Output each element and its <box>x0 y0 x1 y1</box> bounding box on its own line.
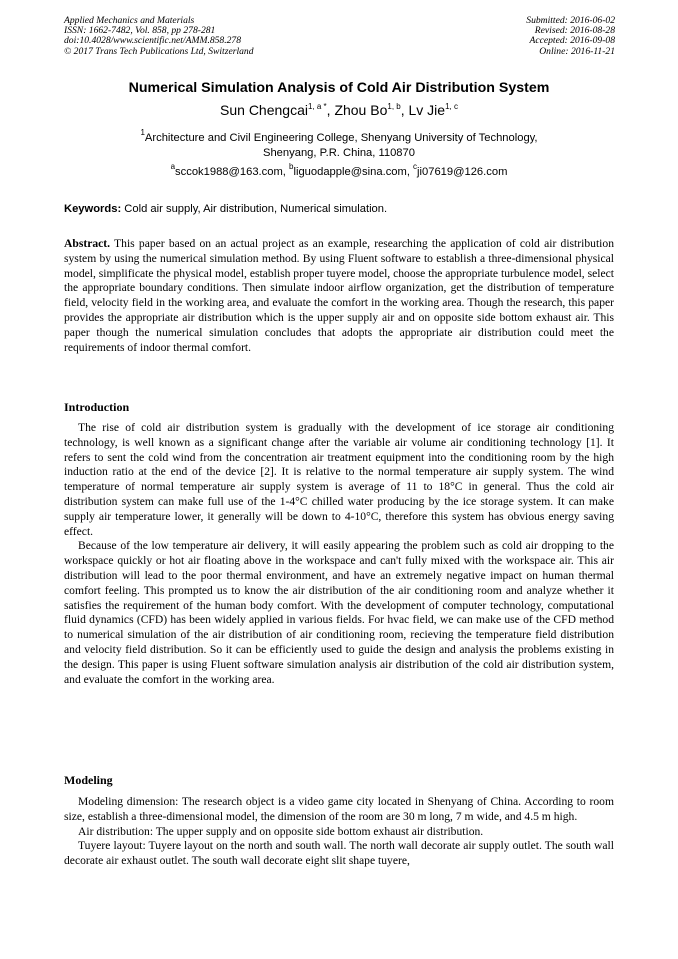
author-superscript: 1, b <box>387 102 401 111</box>
affiliation-line-1: Architecture and Civil Engineering College, Shenyang University of Technology, <box>144 132 538 144</box>
author-name: Lv Jie <box>408 102 446 118</box>
email-superscript: b <box>289 162 294 171</box>
paper-title: Numerical Simulation Analysis of Cold Air Distribution System <box>128 80 550 96</box>
affiliation <box>0 128 678 160</box>
author-superscript: 1, c <box>445 102 458 111</box>
date-online: Online: 2016-11-21 <box>539 45 615 57</box>
author-superscript: 1, a * <box>307 102 327 111</box>
date-submitted: Submitted: 2016-06-02 <box>526 15 615 26</box>
date-revised: Revised: 2016-08-28 <box>534 25 615 37</box>
journal-copyright: © 2017 Trans Tech Publications Ltd, Switzerland <box>64 45 254 57</box>
author-name: Zhou Bo <box>334 102 388 118</box>
abstract-label: Abstract. <box>64 237 111 250</box>
paragraph: Because of the low temperature air delivery, it will easily appearing the problem such as cold air dropping to the workspace quickly or hot air floating above in the workspace and can't fully mixed with the workspace air. This air distribution will lead to the poor thermal environment, and have an extremely negative impact on human thermal comfort feeling. This prompted us to know the air distribution of the air conditioning room and analyze whether it satisfies the requirement of the human body comfort. With the development of computer technology, computational fluid dynamics (CFD) has been widely applied in various fields. For hvac field, we can make use of the CFD method to numerical simulation of the air distribution of air conditioning room, recieving the temperature field distribution and velocity field distribution. So it can be efficiently used to guide the design and analysis the problems existing in the design. This paper is using Fluent software simulation analysis air distribution of the cold air distribution system, and evaluate the comfort in the working area. <box>64 539 614 686</box>
email-address[interactable]: liguodapple@sina.com, <box>293 166 414 178</box>
section-heading-modeling: Modeling <box>64 773 113 787</box>
keywords-text: Cold air supply, Air distribution, Numerical simulation. <box>121 203 388 215</box>
section-heading-introduction: Introduction <box>64 400 130 414</box>
paragraph: Tuyere layout: Tuyere layout on the north and south wall. The north wall decorate air supply outlet. The south wall decorate air exhaust outlet. The south wall decorate eight slit shape tuyere, <box>64 839 614 868</box>
journal-info <box>64 16 254 57</box>
author-emails <box>0 162 678 178</box>
abstract-text: This paper based on an actual project as an example, researching the application of cold air distribution system by using the numerical simulation method. By using Fluent software to establish a three-dimensional physical model, simplificate the physical model, establish proper tuyere model, choose the appropriate turbulence model, select the appropriate boundary conditions. Then simulate indoor airflow organization, get the distribution of temperature field, velocity field in the working area, and evaluate the comfort in the working area. Though the research, this paper provides the appropriate air distribution which is the upper supply air and on opposite side bottom exhaust air. This paper though the numerical simulation concludes that adopts the appropriate air distribution could meet the requirements of indoor thermal comfort. <box>64 237 614 354</box>
publication-dates <box>526 16 615 57</box>
keywords <box>64 203 614 215</box>
email-address[interactable]: sccok1988@163.com, <box>175 166 290 178</box>
affiliation-line-2: Shenyang, P.R. China, 110870 <box>263 146 415 159</box>
journal-name: Applied Mechanics and Materials <box>64 15 195 26</box>
keywords-label: Keywords: <box>64 203 122 215</box>
paragraph: Modeling dimension: The research object is a video game city located in Shenyang of China. According to room size, establish a three-dimensional model, the dimension of the room are 30 m long, 7 m wide, and 4.5 m high. <box>64 795 614 823</box>
email-address[interactable]: ji07619@126.com <box>417 166 508 178</box>
paragraph: The rise of cold air distribution system is gradually with the development of ice storage air conditioning technology, is well known as a significant change after the variable air volume air conditioning technology [1]. It refers to sent the cold wind from the concentration air treatment equipment into the conditioning room by the high induction ratio at the end of the device [2]. It is relative to the normal temperature air supply system. The wind temperature of normal temperature air supply system is average of 11 to 18°C in general. Thus the cold air distribution system can make full use of the 1-4°C chilled water producing by the ice storage system. It can make supply air temperature lower, it generally will be down to 4-10°C, therefore this system has obvious energy saving effect. <box>64 421 614 538</box>
abstract <box>64 237 614 355</box>
email-superscript: a <box>170 162 176 171</box>
affiliation-superscript: 1 <box>140 128 145 137</box>
author-list <box>0 102 678 118</box>
author-separator: , <box>400 102 409 118</box>
date-accepted: Accepted: 2016-09-08 <box>529 35 615 47</box>
journal-doi: doi:10.4028/www.scientific.net/AMM.858.278 <box>64 35 242 47</box>
modeling-section <box>64 795 614 869</box>
paragraph: Air distribution: The upper supply and on opposite side bottom exhaust air distribution. <box>78 824 484 838</box>
author-separator: , <box>326 102 335 118</box>
introduction-section <box>64 421 614 687</box>
journal-issn: ISSN: 1662-7482, Vol. 858, pp 278-281 <box>64 25 216 37</box>
author-name: Sun Chengcai <box>220 102 308 118</box>
email-superscript: c <box>413 162 418 171</box>
